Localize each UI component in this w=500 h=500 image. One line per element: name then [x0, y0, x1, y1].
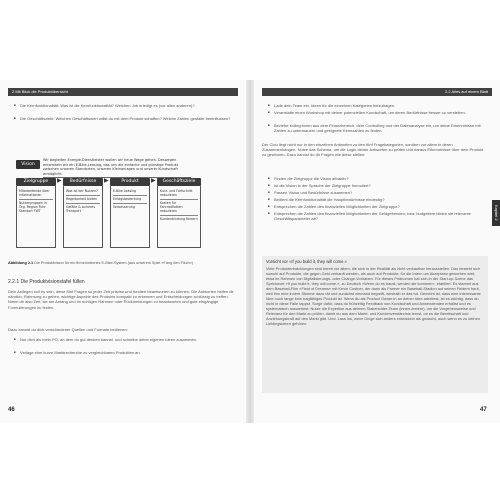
arrow-right-icon: ▶	[57, 177, 62, 184]
left-bullet-1: ■ Die Kernfunktionalität: Was ist die Kernfunktionalität? Welchen Job erledigt es (vor allen anderen)?	[14, 103, 236, 108]
diagram-column-produkt	[110, 178, 150, 248]
column-label: Bedürfnisse	[63, 178, 103, 186]
right-question-6: ■ Entsprechen die Zahlen den finanziellen Möglichkeiten der Geldgebenden, bzw. budgetiere bilden sie relevante Geschäftsparameter ab?	[268, 211, 488, 221]
column-item: E-Bike Leasing	[113, 188, 147, 196]
column-body	[110, 186, 150, 248]
figure-caption	[8, 261, 236, 266]
column-item: Nutzergruppen in Org. Region Fuhr Standort FWT	[19, 201, 47, 213]
column-item: Was ist der Nutzen?	[66, 188, 100, 196]
right-running-head: 2.2 Alles auf einem Blatt	[262, 88, 492, 96]
product-vision-diagram	[16, 158, 236, 256]
column-item: Regelbarkeit bieten	[66, 196, 100, 204]
column-item: Verbesserung	[113, 205, 135, 209]
column-item: Gefälle & sicheres Transport	[66, 205, 95, 213]
right-question-1: ■ Finden die Zielgruppe die Vision attraktiv?	[268, 176, 488, 181]
left-bullet-4: ■ Verlage eine kurze Marktrecherche zu vergleichbaren Produkten an.	[14, 350, 236, 355]
right-page	[254, 80, 500, 423]
left-bullet-3: ■ Nur dich als mein PO, an dem du gut denken kannst, und schreibe deine eigenen Ideen zusammen.	[14, 337, 236, 342]
left-paragraph-1: Dein Anliegen soll es sein, diese fünf Fragen so jeder Zeit präzise und fundiert beantworten zu können. Die Antworten helfen dir nämlich, Rahmung zu geben, wichtige Aspekte des Produkts kompakt zu erkennen und Entscheidungen schlüssig zu treffen. Nimm dir also Zeit, sie am Anfang und im richtigen Rahmen oder Rückmeldungen zu beantworten und gute eingängige Formulierungen zu finden.	[8, 289, 234, 310]
right-bullet-2: ■ Veranstalte einen Workshop mit deiner potenziellen Kundschaft, um deren Bedürfnisse besser zu verstehen.	[268, 110, 488, 115]
column-item: Kundenbindung fördern	[160, 217, 198, 221]
column-label: Zielgruppe	[16, 178, 56, 186]
right-bullet-3: ■ Beziehe Kolleg:innen aus dem Finanzbereich, dem Controlling und der Datenanalyse ein, um deine Erkenntnisse mit Zahlen zu untermauern und geeignete Kennzahlen zu finden.	[268, 123, 488, 133]
column-label: Geschäftsziele	[157, 178, 201, 186]
caption-label: Abbildung 2.1	[8, 261, 34, 265]
diagram-column-zielgruppe	[16, 178, 56, 248]
section-heading: 2.2.1 Die Produktvisionstafel füllen	[8, 279, 85, 285]
column-body	[63, 186, 103, 248]
column-label: Produkt	[110, 178, 150, 186]
column-item: Kurz- und Fortschritt reduzieren	[160, 188, 198, 200]
page-number-left: 46	[8, 407, 15, 413]
arrow-right-icon: ▶	[104, 177, 109, 184]
book-spine	[246, 80, 254, 423]
diagram-column-beduerfnisse	[63, 178, 103, 248]
chapter-side-tab: Kapitel 2	[492, 200, 500, 226]
right-paragraph-1: Der Clou liegt nicht nur in den einzelnen Antworten zu den fünf Fragekategorien, sondern vor allem in deren Zusammenhängen. Nutze das Schema, um die Logik deiner Antworten zu prüfen und daraus Erkenntnisse über dein Produkt zu gewinnen. Dazu kannst du dir Fragen wie diese stellen:	[262, 142, 484, 158]
right-question-2: ■ Ist die Vision in der Sprache der Zielgruppe formuliert?	[268, 183, 488, 188]
left-bullet-2: ■ Die Geschäftsziele: Welchen Geschäftswert willst du mit dem Produkt schaffen? Welche Zahlen gestalte beeinflussen?	[14, 116, 236, 121]
column-item: Erfolgsbewertung	[113, 196, 147, 204]
column-body	[16, 186, 56, 248]
right-question-4: ■ Bedient die Kernfunktionalität die Hauptbedürfnisse eindeutig?	[268, 197, 488, 202]
diagram-column-geschaeftsziele	[157, 178, 201, 248]
arrow-right-icon: ▶	[151, 177, 156, 184]
warning-box-title: Vorsicht vor »If you build it, they will come.«	[266, 259, 347, 264]
warning-box	[262, 256, 488, 393]
vision-label: Vision	[16, 160, 40, 169]
caption-text: Die Produktvision für ein firmeninternes E-Bike-System (aus unserem Spiel »Fang den Fisch«)	[34, 261, 194, 265]
book-spread	[0, 80, 500, 423]
right-question-3: ■ Passen Vision und Bedürfnisse zusammen?	[268, 190, 488, 195]
column-item: Mitarbeitende über Informationen	[19, 188, 53, 200]
left-running-head: 2 Mit Blick die Produktübersicht	[8, 88, 238, 96]
right-bullet-1: ■ Lade dein Team ein, Ideen für die einzelnen Kategorien beizutragen.	[268, 103, 488, 108]
page-number-right: 47	[480, 407, 487, 413]
vision-text: Wir begleiten Energie-Dienstleister wollen wir neue Wege gehen. Deswegen entwickeln wir ein E-Bike-Leasing, das uns die einfache und günstige Produkt zwischen unseren Standorten, unseren Kleinanlagen und unserer Kundschaft ermöglicht.	[43, 158, 191, 178]
warning-box-body: Viele Produktentwicklungen sind bereit vor allem, die sich in der Realität als nicht verkaufbar herausstellen. Das besteht sich sowohl auf Produkte, die gegen Geld verkauft werden, als auch auf Produkte, für die Intern um Akzeptanz geworben wird, etwa im Rahmen von Digitalisierungs- oder Change-Vorhaben. Für dieses Phänomen hat sich in der Start-up-Szene das Sprichwort »If you build it, they will come.«, zu Deutsch »Wenn du es baust, werden sie kommen«, etabliert. Es stammt aus dem Baseball-Film »Field of Dreams« mit Kevin Costner, der darin als Farmer ein Baseball-Stadion auf seinen Feldern baut, weil ihm eine innere Stimme dazu rät und zunächst niemand begreift, weshalb er das tut. Gemeint ist, dass eine interessante Idee noch lange kein tragfähiges Produkt ist. Wenn du als Product Owner:in an deiner Idee arbeitest, ist es wichtig, dass du nicht in diese Falle tappst. Sorge dafür, dass du frühzeitig Feedback von Kundschaft und Anwendenden erhältst und es systematisch auswertest. Nutze die Expertise aus deinem Stakeholder-Team (innen-/extern), um die Vorgehensweise und Relevanz für den Markt zu prüfen, damit du aus dem Markt- und Kundenverständnis lernst, ob es die Bereitschaft und Anziehungskraft auf den Markt gibt. Und: Lass los, wenn Dinge sich anders entwickeln als gedacht, auch wenn es zu deinen Lieblingsideen gehören.	[266, 266, 481, 326]
right-question-5: ■ Entsprechen die Zahlen den finanziellen Möglichkeiten der Zielgruppe?	[268, 204, 488, 209]
column-item: Kosten für Fahrradflotten reduzieren	[160, 200, 198, 216]
column-body	[157, 186, 201, 248]
left-page	[0, 80, 246, 423]
left-paragraph-2: Dazu kannst du dich verschiedener Quellen und Formate bedienen:	[8, 327, 128, 332]
